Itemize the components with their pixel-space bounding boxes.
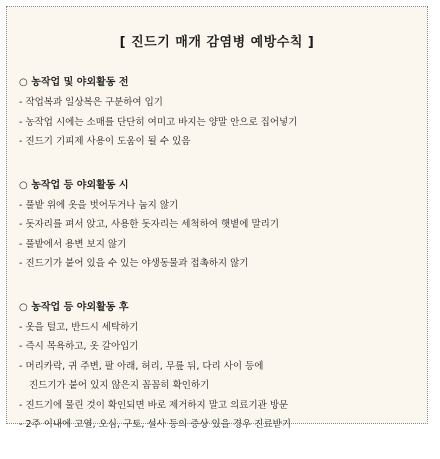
list-item: - 머리카락, 귀 주변, 팔 아래, 허리, 무릎 뒤, 다리 사이 등에 [19, 360, 264, 372]
list-item: - 작업복과 일상복은 구분하여 입기 [19, 97, 163, 108]
section-heading: ○ 농작업 및 야외활동 전 [19, 77, 129, 88]
list-item: - 농작업 시에는 소매를 단단히 여미고 바지는 양말 안으로 집어넣기 [19, 116, 298, 128]
list-item: - 진드기 기피제 사용이 도움이 될 수 있음 [19, 136, 191, 147]
list-item: - 2주 이내에 고열, 오심, 구토, 설사 등의 증상 있을 경우 진료받기 [19, 419, 291, 430]
list-item: - 옷을 털고, 반드시 세탁하기 [19, 321, 139, 333]
section-heading: ○ 농작업 등 야외활동 시 [19, 179, 129, 191]
notice-box [6, 6, 428, 430]
list-item: - 진드기에 물린 것이 확인되면 바로 제거하지 말고 의료기관 방문 [19, 399, 289, 411]
sections-container [19, 73, 419, 459]
list-item: - 돗자리를 펴서 앉고, 사용한 돗자리는 세척하여 햇볕에 말리기 [19, 219, 280, 230]
page-title: [ 진드기 매개 감염병 예방수칙 ] [119, 35, 315, 50]
section-heading: ○ 농작업 등 야외활동 후 [19, 301, 129, 313]
list-item: - 진드기가 붙어 있을 수 있는 야생동물과 접촉하지 않기 [19, 258, 249, 269]
list-item: - 풀밭 위에 옷을 벗어두거나 눕지 않기 [19, 199, 179, 211]
section-during-activity [19, 176, 419, 274]
list-item: - 풀밭에서 용변 보지 않기 [19, 238, 127, 250]
section-before-activity [19, 73, 419, 152]
list-item-continuation: 진드기가 붙어 있지 않은지 꼼꼼히 확인하기 [29, 380, 210, 391]
list-item: - 즉시 목욕하고, 옷 갈아입기 [19, 341, 139, 352]
section-after-activity [19, 298, 419, 435]
